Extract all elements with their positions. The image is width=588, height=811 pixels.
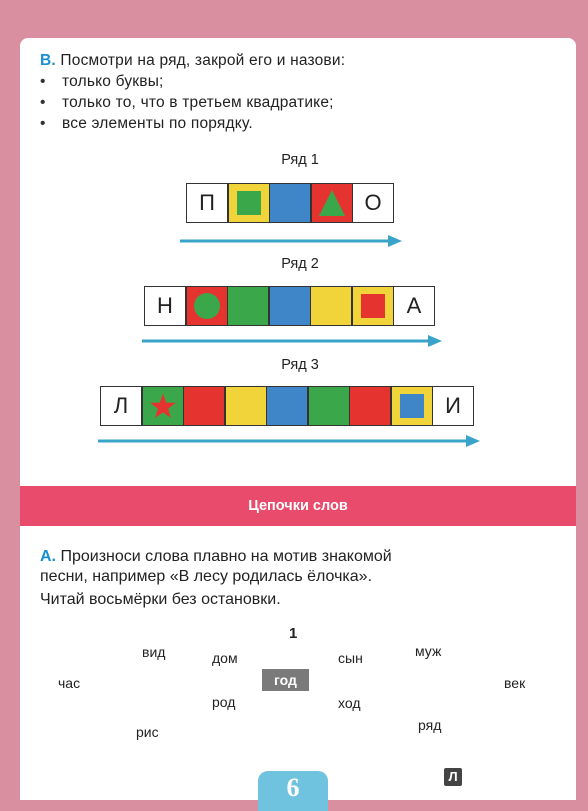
sequence-letter-cell: П (187, 184, 227, 222)
word-muzh: муж (415, 643, 442, 659)
word-chas: час (58, 675, 81, 691)
star-icon (149, 392, 177, 420)
task-a-line-1 (40, 548, 392, 566)
task-b-letter: В. (40, 52, 56, 69)
bullet-text: все элементы по порядку. (62, 115, 253, 132)
sequence-color-cell (270, 184, 310, 222)
sequence-letter-cell: И (433, 387, 473, 425)
row-3-title: Ряд 3 (281, 357, 319, 373)
task-b-bullet-1 (40, 73, 164, 91)
textbook-page (20, 38, 576, 800)
word-dom: дом (212, 650, 238, 666)
row-1-sequence (186, 183, 394, 223)
row-2-arrow (142, 334, 442, 348)
task-b-intro-text: Посмотри на ряд, закрой его и назови: (60, 52, 346, 69)
task-a-letter: А. (40, 548, 56, 565)
row-1-arrow (180, 234, 402, 248)
sequence-color-cell (143, 387, 183, 425)
word-ryad: ряд (418, 717, 442, 733)
sequence-color-cell (350, 387, 390, 425)
sequence-color-cell (309, 387, 349, 425)
word-khod: ход (338, 695, 361, 711)
word-vek: век (504, 675, 526, 691)
page-number: 6 (258, 771, 328, 811)
task-a-line-3: Читай восьмёрки без остановки. (40, 591, 281, 608)
square-icon (235, 189, 263, 217)
sequence-color-cell (270, 287, 310, 325)
sequence-color-cell (229, 184, 269, 222)
sequence-color-cell (392, 387, 432, 425)
task-b-bullet-2 (40, 94, 334, 112)
square-icon (359, 292, 387, 320)
section-title: Цепочки слов (20, 486, 576, 526)
task-a-line-2: песни, например «В лесу родилась ёлочка». (40, 568, 373, 585)
bullet-mark: • (40, 115, 46, 132)
sequence-letter-cell: Н (145, 287, 185, 325)
row-3-arrow (98, 434, 480, 448)
publisher-logo-icon: Л (444, 768, 462, 786)
sequence-color-cell (228, 287, 268, 325)
row-2-title: Ряд 2 (281, 256, 319, 272)
task-b-bullet-3 (40, 115, 253, 133)
row-1-title: Ряд 1 (281, 152, 319, 168)
word-ris: рис (136, 724, 159, 740)
sequence-color-cell (226, 387, 266, 425)
bullet-text: только то, что в третьем квадратике; (62, 94, 334, 111)
sequence-color-cell (312, 184, 352, 222)
bullet-mark: • (40, 94, 46, 111)
sequence-color-cell (311, 287, 351, 325)
bullet-mark: • (40, 73, 46, 90)
sequence-color-cell (184, 387, 224, 425)
row-3-sequence (100, 386, 474, 426)
row-2-sequence (144, 286, 435, 326)
sequence-letter-cell: О (353, 184, 393, 222)
sequence-color-cell (187, 287, 227, 325)
sequence-color-cell (353, 287, 393, 325)
bullet-text: только буквы; (62, 73, 164, 90)
square-icon (398, 392, 426, 420)
sequence-color-cell (267, 387, 307, 425)
task-b-intro (40, 52, 345, 70)
figure-number: 1 (289, 625, 298, 642)
sequence-letter-cell: Л (101, 387, 141, 425)
triangle-icon (318, 189, 346, 217)
word-vid: вид (142, 644, 166, 660)
task-a-line-1-text: Произноси слова плавно на мотив знакомой (60, 548, 392, 565)
word-syn: сын (338, 650, 363, 666)
word-rod: род (212, 694, 236, 710)
sequence-letter-cell: А (394, 287, 434, 325)
word-god-highlighted: год (262, 669, 309, 691)
circle-icon (193, 292, 221, 320)
